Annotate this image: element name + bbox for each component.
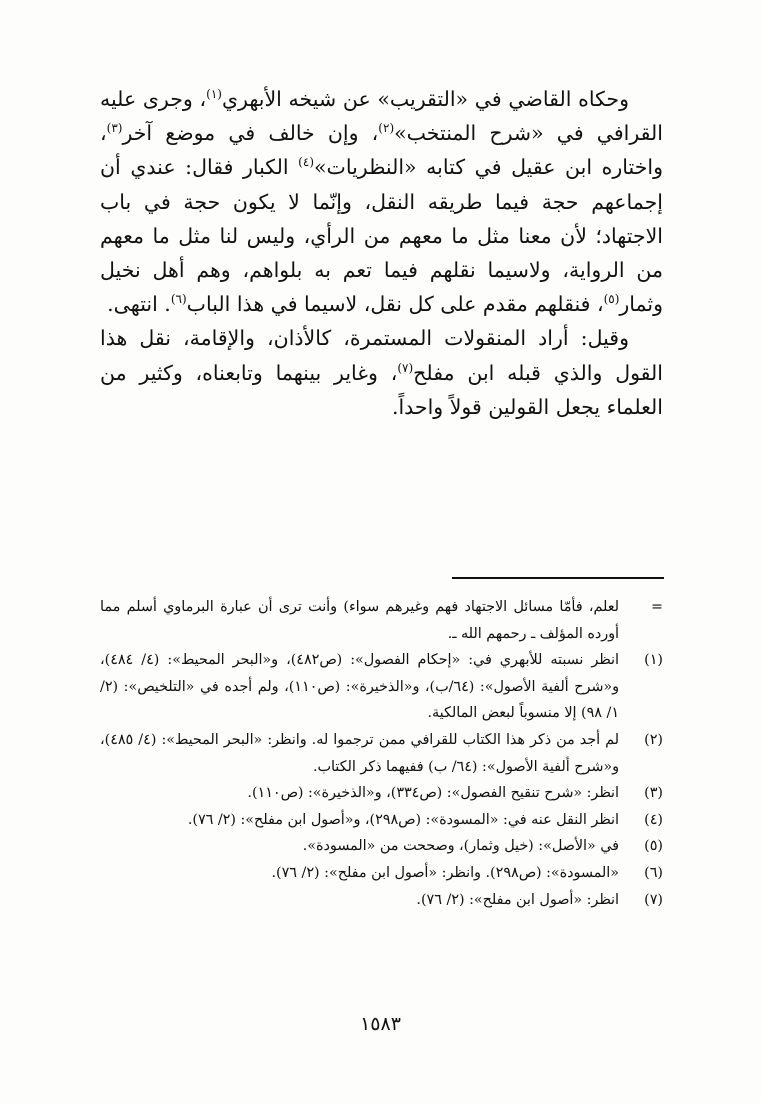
footnote — [100, 833, 663, 860]
paragraph — [100, 82, 663, 321]
footnote-number: = — [651, 599, 663, 615]
footnote — [100, 647, 663, 727]
footnote-text: لعلم، فأمّا مسائل الاجتهاد فهم وغيرهم سواء) وأنت ترى أن عبارة البرماوي أسلم مما أورده المؤلف ـ رحمهم الله ـ. — [100, 599, 619, 642]
footnote-number: (٧) — [644, 891, 663, 908]
footnote-number: (١) — [644, 652, 663, 669]
footnote-number: (٣) — [644, 785, 663, 802]
footnote-ref: (٥) — [603, 292, 620, 307]
text-run: ، وجرى عليه القرافي في «شرح المنتخب» — [100, 87, 663, 146]
footnote-ref: (٦) — [170, 292, 187, 307]
footnote-text: انظر: «شرح تنقيح الفصول»: (ص٣٣٤)، و«الذخيرة»: (ص١١٠). — [247, 785, 619, 802]
main-text — [100, 82, 663, 424]
text-run: ، وإن خالف في موضع آخر — [122, 121, 379, 146]
footnote-text: انظر النقل عنه في: «المسودة»: (ص٢٩٨)، و«أصول ابن مفلح»: (٢/ ٧٦). — [187, 811, 619, 828]
footnote — [100, 780, 663, 807]
footnote-ref: (٧) — [397, 360, 414, 375]
footnote — [100, 887, 663, 914]
paragraph — [100, 321, 663, 424]
footnote-number: (٦) — [644, 864, 663, 881]
footnote — [100, 727, 663, 780]
text-run: وقيل: أراد المنقولات المستمرة، كالأذان، والإقامة، نقل هذا القول والذي قبله ابن مفلح — [100, 326, 663, 385]
footnote-separator — [452, 577, 664, 579]
footnotes — [100, 594, 663, 913]
footnote-ref: (٣) — [106, 121, 123, 136]
footnote-number: (٢) — [644, 731, 663, 748]
footnote — [100, 594, 663, 647]
text-run: الكبار فقال: عندي أن إجماعهم حجة فيما طريقه النقل، وإنّما لا يكون حجة في باب الاجتهاد؛ لأن معنا مثل ما معهم من الرأي، وليس لنا مثل ما معهم من الرواية، ولاسيما نقلهم فيما تعم به بلواهم، وهم أهل نخيل وثمار — [100, 155, 663, 317]
page-number: ١٥٨٣ — [360, 1013, 401, 1035]
footnote-ref: (٤) — [298, 155, 314, 170]
footnote-text: انظر نسبته للأبهري في: «إحكام الفصول»: (ص٤٨٢)، و«البحر المحيط»: (٤/ ٤٨٤)، و«شرح ألفية الأصول»: (٦٤/ب)، و«الذخيرة»: (ص١١٠)، ولم أجده في «التلخيص»: (٢/ ١/ ٩٨) إلا منسوباً لبعض المالكية. — [100, 652, 619, 722]
footnote-text: لم أجد من ذكر هذا الكتاب للقرافي ممن ترجموا له. وانظر: «البحر المحيط»: (٤/ ٤٨٥)، و«شرح ألفية الأصول»: (٦٤/ ب) ففيهما ذكر الكتاب. — [100, 731, 619, 775]
text-run: ، وغاير بينهما وتابعناه، وكثير من العلماء يجعل القولين قولاً واحداً. — [100, 360, 663, 419]
text-run: ، واختاره ابن عقيل في كتابه «النظريات» — [100, 121, 663, 180]
footnote — [100, 860, 663, 887]
footnote-ref: (٢) — [378, 121, 395, 136]
footnote — [100, 807, 663, 834]
footnote-text: انظر: «أصول ابن مفلح»: (٢/ ٧٦). — [416, 891, 619, 908]
footnote-number: (٤) — [644, 811, 663, 828]
text-run: . انتهى. — [107, 292, 171, 317]
text-run: وحكاه القاضي في «التقريب» عن شيخه الأبهري — [221, 87, 630, 111]
footnote-number: (٥) — [644, 838, 663, 855]
text-run: ، فنقلهم مقدم على كل نقل، لاسيما في هذا الباب — [186, 292, 604, 317]
footnote-ref: (١) — [206, 87, 222, 102]
footnote-text: في «الأصل»: (خيل وثمار)، وصححت من «المسودة». — [302, 838, 619, 855]
footnote-text: «المسودة»: (ص٢٩٨). وانظر: «أصول ابن مفلح»: (٢/ ٧٦). — [271, 864, 619, 881]
